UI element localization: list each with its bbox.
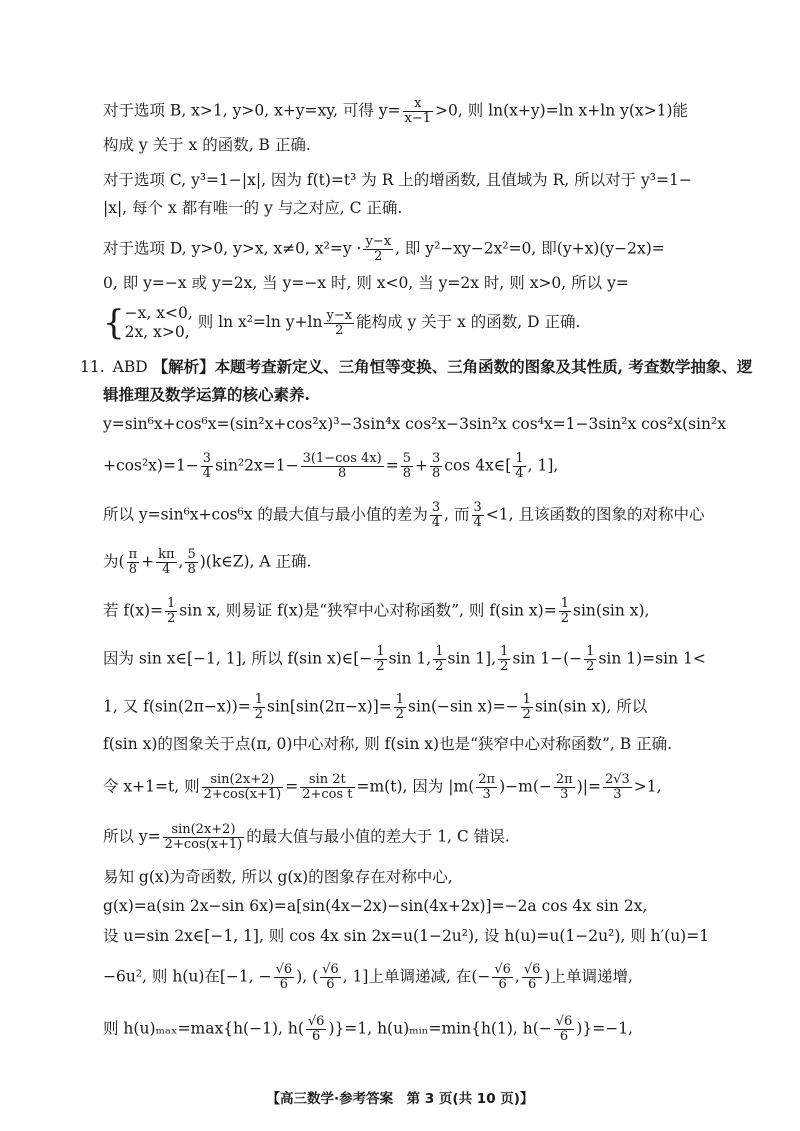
paragraph-b-line-2: 构成 y 关于 x 的函数, B 正确.: [103, 136, 311, 154]
q11-line-3: 所以 y=sin⁶x+cos⁶x 的最大值与最小值的差为 $\frac{3}{4}$ , 而 $\frac{3}{4}$ <1, 且该函数的图象的对称中心: [103, 500, 705, 530]
fraction: $\frac{y-x}{2}$: [326, 307, 353, 338]
text: 对于选项 B, x>1, y>0, x+y=xy, 可得 y=: [103, 101, 401, 120]
fraction: $\frac{y-x}{2}$: [365, 234, 392, 264]
piecewise-cases: −x, x<0, 2x, x>0,: [124, 304, 193, 341]
q11-line-6: 因为 sin x∈[−1, 1], 所以 f(sin x)∈[− $\frac{1}{2}$ sin 1, $\frac{1}{2}$ sin 1], $\frac{1}{2}$ sin 1−(− $\frac{1}{2}$ sin 1)=sin 1<: [103, 644, 706, 674]
q11-line-4: 为( $\frac{\pi}{8}$ + $\frac{k\pi}{4}$ , $\frac{5}{8}$ )(k∈Z), A 正确.: [103, 547, 312, 577]
paragraph-c-line-2: |x|, 每个 x 都有唯一的 y 与之对应, C 正确.: [103, 199, 403, 217]
q11-line-14: −6u², 则 h(u)在[−1, − $\frac{√6}{6}$ ), ( $\frac{√6}{6}$ , 1]上单调递减, 在(− $\frac{√6}{6}$ , $\frac{√6}{6}$ )上单调递增,: [103, 962, 633, 992]
question-number: 11.: [80, 358, 105, 376]
q11-line-15: 则 h(u)ₘₐₓ=max{h(−1), h( $\frac{√6}{6}$ )}=1, h(u)ₘᵢₙ=min{h(1), h(− $\frac{√6}{6}$ )}=−1,: [103, 1014, 633, 1044]
left-brace-icon: {: [103, 303, 125, 343]
q11-header-line-2: 辑推理及数学运算的核心素养.: [103, 385, 310, 404]
q11-line-13: 设 u=sin 2x∈[−1, 1], 则 cos 4x sin 2x=u(1−2u²), 设 h(u)=u(1−2u²), 则 h′(u)=1: [103, 927, 710, 945]
paragraph-d-line-2: 0, 即 y=−x 或 y=2x, 当 y=−x 时, 则 x<0, 当 y=2x 时, 则 x>0, 所以 y=: [103, 274, 629, 292]
paragraph-d-line-1: 对于选项 D, y>0, y>x, x≠0, x²=y · $\frac{y-x}{2}$ , 即 y²−xy−2x²=0, 即(y+x)(y−2x)=: [103, 234, 665, 264]
analysis-tag: 【解析】: [152, 357, 215, 376]
page-footer: 【高三数学·参考答案 第 3 页(共 10 页)】: [266, 1091, 534, 1107]
q11-header-line-1: 11. ABD 【解析】本题考查新定义、三角恒等变换、三角函数的图象及其性质, 考查数学抽象、逻: [80, 357, 753, 376]
q11-line-11: 易知 g(x)为奇函数, 所以 g(x)的图象存在对称中心,: [103, 868, 453, 886]
text: >0, 则 ln(x+y)=ln x+ln y(x>1)能: [435, 101, 689, 120]
q11-line-9: 令 x+1=t, 则 $\frac{\sin(2x+2)}{2+\cos(x+1)}$ = $\frac{\sin 2t}{\text{2+cos t}}$ =m(t), 因为 |m( $\frac{2\pi}{3}$ )−m(− $\frac{2\pi}{3}$ )|= $\frac{2√3}{3}$ >1,: [103, 772, 662, 802]
paragraph-c-line-1: 对于选项 C, y³=1−|x|, 因为 f(t)=t³ 为 R 上的增函数, 且值域为 R, 所以对于 y³=1−: [103, 171, 692, 189]
answer: ABD: [112, 358, 148, 376]
fraction: $\frac{x}{x-1}$: [404, 96, 432, 126]
paragraph-d-line-3: { −x, x<0, 2x, x>0, 则 ln x²=ln y+ln $\frac{y-x}{2}$ 能构成 y 关于 x 的函数, D 正确.: [103, 303, 581, 343]
q11-eq-2: +cos²x)=1− $\frac{3}{4}$ sin²2x=1− $\frac{3(1-\cos 4x)}{8}$ = $\frac{5}{8}$ + $\frac{3}{8}$ cos 4x∈[ $\frac{1}{4}$ , 1],: [103, 451, 559, 481]
q11-line-12: g(x)=a(sin 2x−sin 6x)=a[sin(4x−2x)−sin(4x+2x)]=−2a cos 4x sin 2x,: [103, 897, 648, 915]
q11-line-8: f(sin x)的图象关于点(π, 0)中心对称, 则 f(sin x)也是“狭窄中心对称函数”, B 正确.: [103, 735, 673, 753]
paragraph-b-line-1: [103, 97, 730, 126]
q11-line-5: 若 f(x)= $\frac{1}{2}$ sin x, 则易证 f(x)是“狭窄中心对称函数”, 则 f(sin x)= $\frac{1}{2}$ sin(sin x),: [103, 596, 650, 626]
q11-eq-1: y=sin⁶x+cos⁶x=(sin²x+cos²x)³−3sin⁴x cos²x−3sin²x cos⁴x=1−3sin²x cos²x(sin²x: [103, 415, 726, 433]
q11-line-7: 1, 又 f(sin(2π−x))= $\frac{1}{2}$ sin[sin(2π−x)]= $\frac{1}{2}$ sin(−sin x)=− $\frac{1}{2}$ sin(sin x), 所以: [103, 692, 648, 722]
q11-line-10: 所以 y= $\frac{\sin(2x+2)}{2+\cos(x+1)}$ 的最大值与最小值的差大于 1, C 错误.: [103, 822, 510, 852]
